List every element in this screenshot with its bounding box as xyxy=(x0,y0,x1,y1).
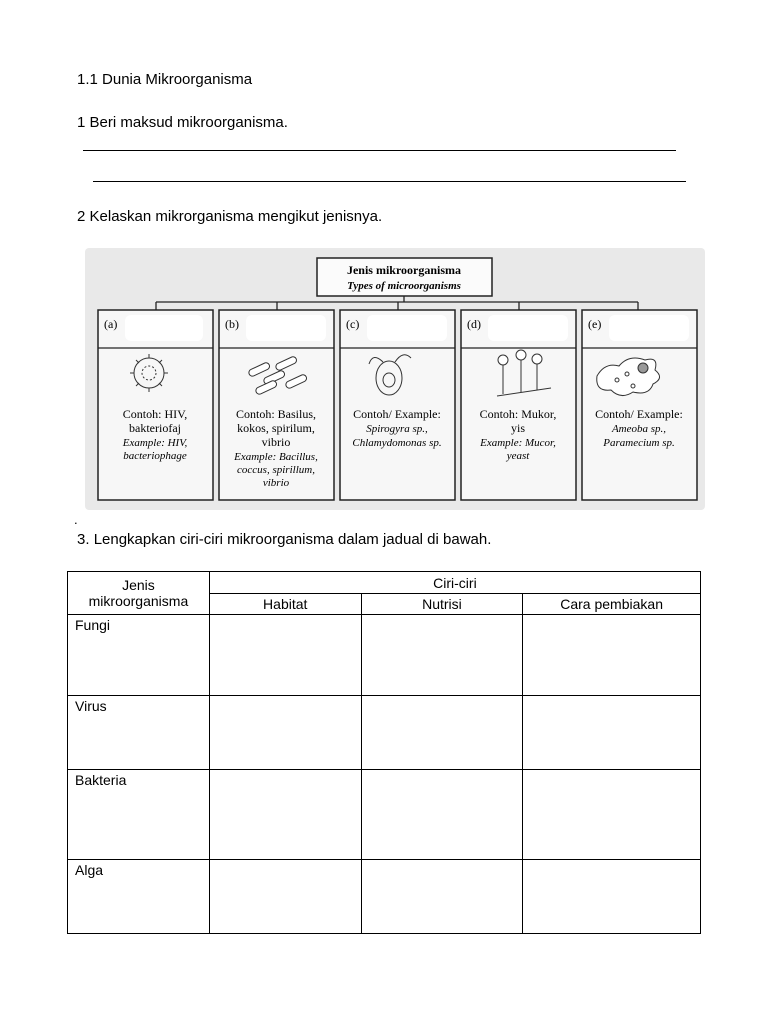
type-box-c xyxy=(340,310,455,500)
stray-dot: . xyxy=(74,512,78,527)
svg-text:Contoh/ Example:: Contoh/ Example: xyxy=(353,407,441,421)
table-corner-header: Jenis mikroorganisma xyxy=(68,572,210,615)
row-label-fungi: Fungi xyxy=(68,615,210,696)
answer-cell[interactable] xyxy=(523,770,701,860)
answer-cell[interactable] xyxy=(361,770,523,860)
svg-text:bakteriofaj: bakteriofaj xyxy=(129,421,181,435)
answer-cell[interactable] xyxy=(361,696,523,770)
diagram-title-en: Types of microorganisms xyxy=(347,280,461,292)
svg-text:Chlamydomonas sp.: Chlamydomonas sp. xyxy=(352,437,442,449)
answer-cell[interactable] xyxy=(209,770,361,860)
question-1-number: 1 xyxy=(77,114,86,131)
answer-cell[interactable] xyxy=(209,696,361,770)
svg-text:vibrio: vibrio xyxy=(262,477,290,489)
svg-text:Example: Bacillus,: Example: Bacillus, xyxy=(234,451,318,463)
box-b-letter: (b) xyxy=(225,317,239,331)
question-3-text: Lengkapkan ciri-ciri mikroorganisma dalam jadual di bawah. xyxy=(93,531,492,548)
group-header: Ciri-ciri xyxy=(209,572,700,594)
answer-line-1[interactable] xyxy=(83,150,676,151)
column-header-nutrisi: Nutrisi xyxy=(361,594,523,615)
box-a-letter: (a) xyxy=(104,317,118,331)
svg-text:Contoh/ Example:: Contoh/ Example: xyxy=(595,407,683,421)
row-label-virus: Virus xyxy=(68,696,210,770)
table-row xyxy=(68,615,701,696)
box-d-letter: (d) xyxy=(467,317,481,331)
type-box-d xyxy=(461,310,576,500)
type-box-a xyxy=(98,310,213,500)
svg-text:kokos, spirilum,: kokos, spirilum, xyxy=(237,421,315,435)
svg-text:coccus, spirillum,: coccus, spirillum, xyxy=(237,464,315,476)
question-2-text: Kelaskan mikrorganisma mengikut jenisnya. xyxy=(89,208,383,225)
answer-cell[interactable] xyxy=(523,615,701,696)
type-box-e xyxy=(582,310,697,500)
svg-text:Contoh: Mukor,: Contoh: Mukor, xyxy=(479,407,557,421)
row-label-bakteria: Bakteria xyxy=(68,770,210,860)
answer-cell[interactable] xyxy=(361,860,523,934)
answer-cell[interactable] xyxy=(209,615,361,696)
svg-text:vibrio: vibrio xyxy=(261,435,291,449)
table-row xyxy=(68,860,701,934)
svg-text:Spirogyra sp.,: Spirogyra sp., xyxy=(366,423,428,435)
microorganism-types-diagram xyxy=(85,248,705,510)
svg-text:bacteriophage: bacteriophage xyxy=(123,450,187,462)
table-row xyxy=(68,770,701,860)
question-1 xyxy=(77,114,288,131)
section-title: 1.1 Dunia Mikroorganisma xyxy=(77,71,253,88)
svg-text:Ameoba sp.,: Ameoba sp., xyxy=(611,423,667,435)
question-3 xyxy=(77,531,491,548)
answer-cell[interactable] xyxy=(523,696,701,770)
svg-text:Contoh: Basilus,: Contoh: Basilus, xyxy=(235,407,317,421)
answer-cell[interactable] xyxy=(361,615,523,696)
answer-cell[interactable] xyxy=(209,860,361,934)
box-e-letter: (e) xyxy=(588,317,602,331)
answer-cell[interactable] xyxy=(523,860,701,934)
answer-line-2[interactable] xyxy=(93,181,686,182)
question-1-text: Beri maksud mikroorganisma. xyxy=(89,114,288,131)
box-c-letter: (c) xyxy=(346,317,360,331)
svg-text:Example: Mucor,: Example: Mucor, xyxy=(480,437,556,449)
row-label-alga: Alga xyxy=(68,860,210,934)
question-2 xyxy=(77,208,382,225)
question-3-number: 3. xyxy=(77,531,90,548)
question-2-number: 2 xyxy=(77,208,86,225)
table-row xyxy=(68,696,701,770)
svg-text:yeast: yeast xyxy=(506,450,530,462)
svg-text:Contoh: HIV,: Contoh: HIV, xyxy=(122,407,188,421)
type-box-b xyxy=(219,310,334,500)
characteristics-table xyxy=(67,571,701,934)
svg-text:Example: HIV,: Example: HIV, xyxy=(122,437,188,449)
svg-text:Paramecium sp.: Paramecium sp. xyxy=(603,437,675,449)
column-header-habitat: Habitat xyxy=(209,594,361,615)
diagram-title-ms: Jenis mikroorganisma xyxy=(346,263,462,277)
svg-text:yis: yis xyxy=(510,421,526,435)
column-header-cara-pembiakan: Cara pembiakan xyxy=(523,594,701,615)
